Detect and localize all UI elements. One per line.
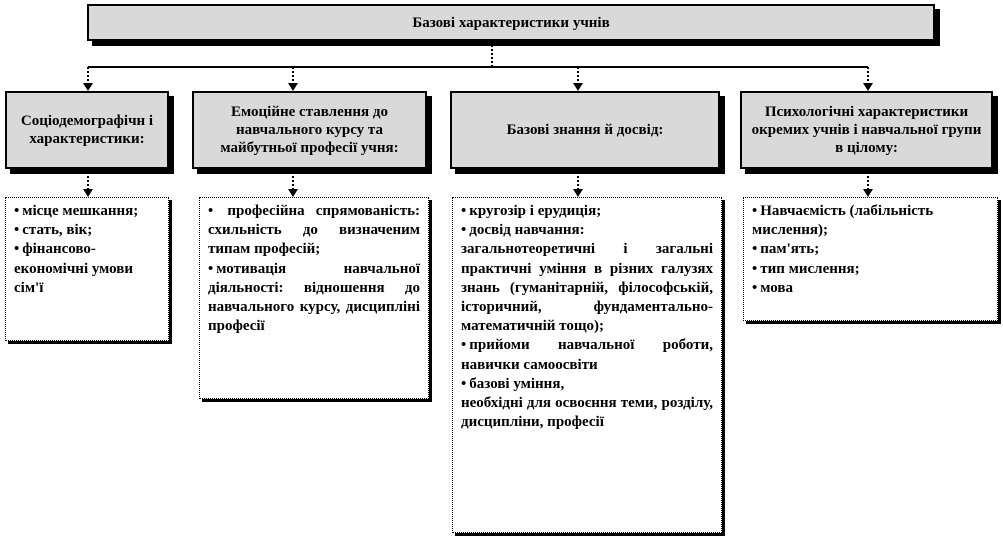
category-box-emotional-attitude: [192, 91, 427, 169]
category-title: Емоційне ставлення до навчального курсу та майбутньої професії учня:: [220, 104, 399, 156]
list-item: • мотивація навчальної діяльності: відношення до навчального курсу, дисципліні професії: [208, 260, 420, 335]
bullet-icon: •: [208, 260, 214, 277]
root-title: Базові характеристики учнів: [412, 14, 610, 31]
arrowhead-cat-2: [288, 83, 298, 91]
arrowhead-cat-3: [573, 83, 583, 91]
list-item: • фінансово-економічні умови сім'ї: [14, 241, 134, 296]
bullet-icon: •: [461, 337, 467, 354]
bullet-icon: •: [461, 203, 467, 219]
category-title: Базові знання й досвід:: [506, 122, 664, 138]
root-box: [87, 4, 935, 41]
arrowhead-cat-1: [83, 83, 93, 91]
bullet-icon: •: [461, 375, 467, 392]
category-title: Соціодемографічн і характеристики:: [20, 113, 154, 147]
bullet-icon: •: [752, 260, 758, 277]
list-item-detail: необхідні для освоєння теми, розділу, дисципліни, професії: [461, 394, 713, 431]
list-item: • мова: [752, 279, 794, 296]
list-item: • місце мешкання;: [14, 203, 139, 219]
list-item-detail: загальнотеоретичні і загальні практичні уміння в різних галузях знань (гуманітарній, філософській, історичний, фундаментально-математичній тощо);: [461, 241, 713, 335]
list-item: • пам'ять;: [752, 241, 820, 258]
list-item: • базові уміння,: [461, 375, 565, 392]
list-item: • кругозір і ерудиція;: [461, 203, 602, 219]
bullet-icon: •: [14, 241, 20, 258]
bullet-icon: •: [14, 222, 20, 239]
bullet-icon: •: [461, 222, 467, 239]
list-item: • досвід навчання:: [461, 222, 585, 239]
arrowhead-detail-3: [573, 189, 583, 197]
bullet-icon: •: [14, 203, 20, 219]
arrowhead-cat-4: [863, 83, 873, 91]
category-box-basic-knowledge: [450, 91, 720, 169]
category-title: Психологічні характеристики окремих учнів і навчальної групи в цілому:: [751, 104, 982, 156]
list-item: • тип мислення;: [752, 260, 860, 277]
arrowhead-detail-2: [288, 189, 298, 197]
list-item: • професійна спрямованість:: [208, 203, 420, 219]
detail-box-basic-knowledge: [452, 197, 722, 533]
bullet-icon: •: [752, 279, 758, 296]
bullet-icon: •: [208, 203, 214, 219]
arrowhead-detail-4: [863, 189, 873, 197]
detail-box-psychological: [743, 197, 998, 321]
list-item: • стать, вік;: [14, 222, 93, 239]
detail-box-sociodemographic: [5, 197, 169, 341]
category-box-sociodemographic: [5, 91, 169, 169]
arrowhead-detail-1: [83, 189, 93, 197]
category-box-psychological: [740, 91, 993, 169]
list-item-detail: схильність до визначеним типам професій;: [208, 222, 420, 258]
bullet-icon: •: [752, 241, 758, 258]
detail-box-emotional-attitude: [199, 197, 429, 399]
list-item: • Навчаємість (лабільність мислення);: [752, 203, 934, 239]
list-item: • прийоми навчальної роботи, навички самоосвіти: [461, 337, 713, 373]
bullet-icon: •: [752, 203, 758, 219]
